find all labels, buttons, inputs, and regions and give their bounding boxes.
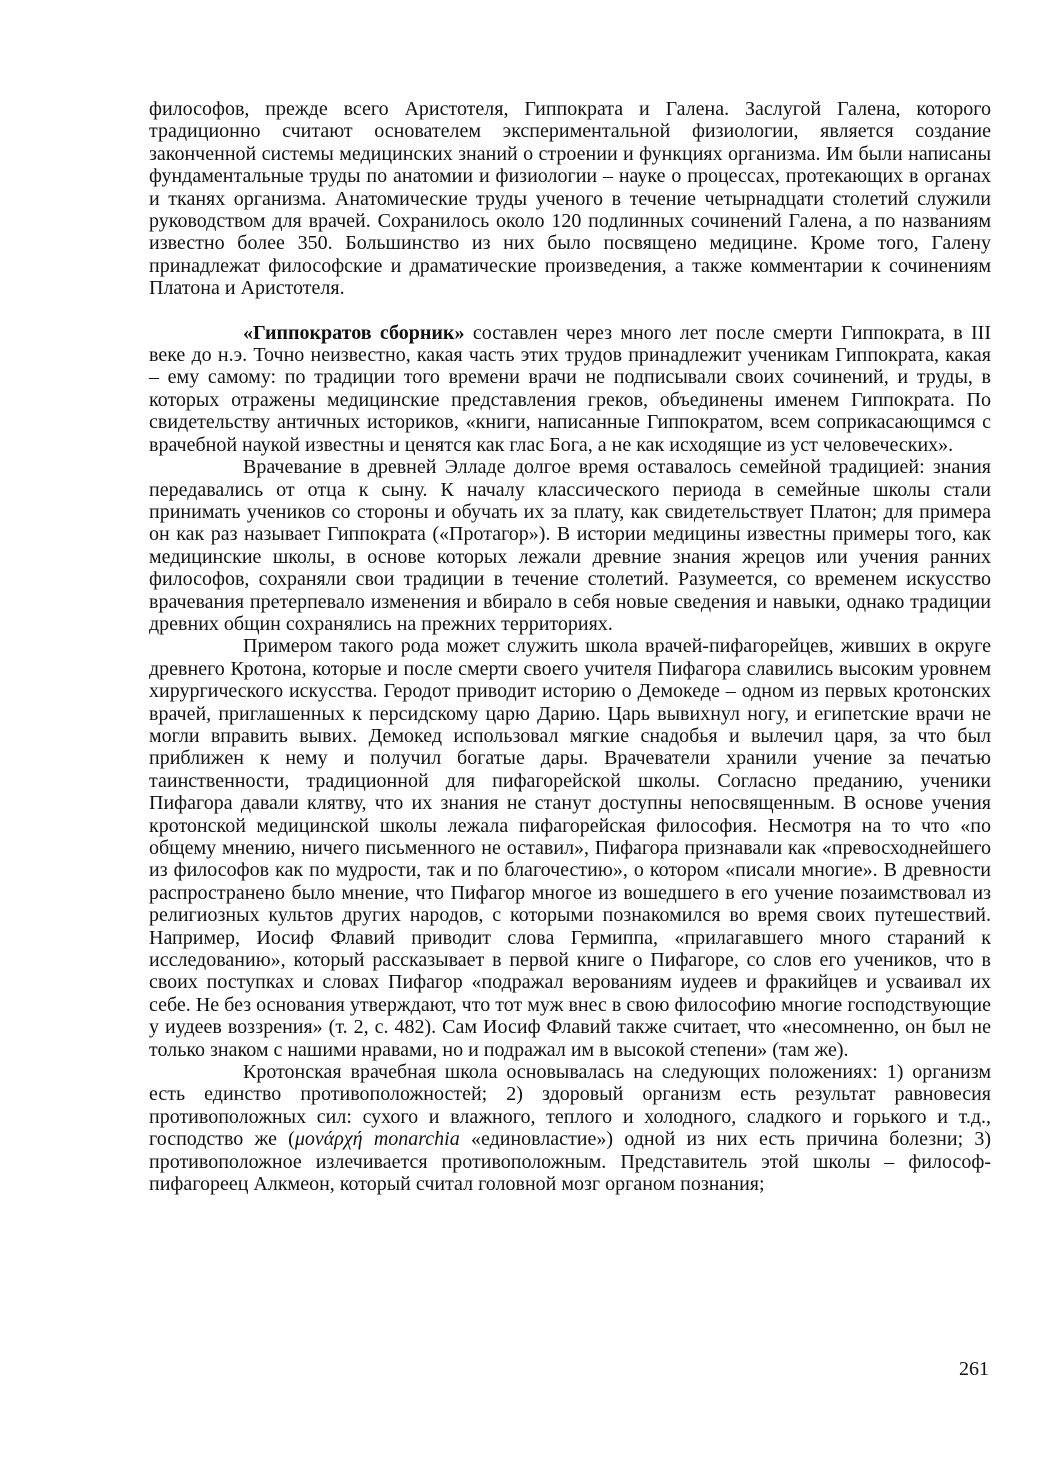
paragraph-galen: философов, прежде всего Аристотеля, Гиппократа и Галена. Заслугой Галена, которого традиционно считают основателем экспериментальной физиологии, является создание законченной системы медицинских знаний о строении и функциях организма. Им были написаны фундаментальные труды по анатомии и физиологии – науке о процессах, протекающих в органах и тканях организма. Анатомические труды ученого в течение четырнадцати столетий служили руководством для врачей. Сохранилось около 120 подлинных сочинений Галена, а по названиям известно более 350. Большинство из них было посвящено медицине. Кроме того, Галену принадлежат философские и драматические произведения, а также комментарии к сочинениям Платона и Аристотеля. — [149, 98, 991, 300]
bold-term-hippocratic-corpus: «Гиппократов сборник» — [243, 321, 465, 344]
greek-term: μονάρχή — [294, 1128, 363, 1151]
document-body — [149, 98, 991, 1196]
croton-text-part-1: Кротонская врачебная школа основывалась на следующих положениях: 1) организм есть единство противоположностей; 2) здоровый организм есть результат равновесия противоположных сил: сухого и влажного, теплого и холодного, сладкого и горького и т.д., господство же ( — [149, 1061, 991, 1151]
paragraph-hippocratic-corpus — [149, 322, 991, 456]
page-number: 261 — [959, 1358, 989, 1380]
paragraph-hippocratic-corpus-text: составлен через много лет после смерти Гиппократа, в III веке до н.э. Точно неизвестно, какая часть этих трудов принадлежит ученикам Гиппократа, какая – ему самому: по традиции того времени врачи не подписывали своих сочинений, и труды, в которых отражены медицинские представления греков, объединены именем Гиппократа. По свидетельству античных историков, «книги, написанные Гиппократом, всем соприкасающимся с врачебной наукой известны и ценятся как глас Бога, а не как исходящие из уст человеческих». — [149, 321, 991, 456]
croton-space — [363, 1128, 374, 1150]
latin-term-monarchia: monarchia — [373, 1128, 460, 1151]
paragraph-croton-school — [149, 1061, 991, 1195]
croton-text-part-2: «единовластие») одной из них есть причина болезни; 3) противоположное излечивается противоположным. Представитель этой школы – философ-пифагореец Алкмеон, который считал головной мозг органом познания; — [149, 1128, 991, 1196]
paragraph-pythagorean-school: Примером такого рода может служить школа врачей-пифагорейцев, живших в округе древнего Кротона, которые и после смерти своего учителя Пифагора славились высоким уровнем хирургического искусства. Геродот приводит историю о Демокеде – одном из первых кротонских врачей, приглашенных к персидскому царю Дарию. Царь вывихнул ногу, и египетские врачи не могли вправить вывих. Демокед использовал мягкие снадобья и вылечил царя, за что был приближен к нему и получил богатые дары. Врачеватели хранили учение за печатью таинственности, традиционной для пифагорейской школы. Согласно преданию, ученики Пифагора давали клятву, что их знания не станут доступны непосвященным. В основе учения кротонской медицинской школы лежала пифагорейская философия. Несмотря на то что «по общему мнению, ничего письменного не оставил», Пифагора признавали как «превосходнейшего из философов как по мудрости, так и по благочестию», о котором «писали многие». В древности распространено было мнение, что Пифагор многое из вошедшего в его учение позаимствовал из религиозных культов других народов, с которыми познакомился во время своих путешествий. Например, Иосиф Флавий приводит слова Гермиппа, «прилагавшего много стараний к исследованию», который рассказывает в первой книге о Пифагоре, со слов его учеников, что в своих поступках и словах Пифагор «подражал верованиям иудеев и фракийцев и усваивал их себе. Не без основания утверждают, что тот муж внес в свою философию многие господствующие у иудеев воззрения» (т. 2, с. 482). Сам Иосиф Флавий также считает, что «несомненно, он был не только знаком с нашими нравами, но и подражал им в высокой степени» (там же). — [149, 635, 991, 1061]
paragraph-family-tradition: Врачевание в древней Элладе долгое время оставалось семейной традицией: знания передавались от отца к сыну. К началу классического периода в семейные школы стали принимать учеников со стороны и обучать их за плату, как свидетельствует Платон; для примера он как раз называет Гиппократа («Протагор»). В истории медицины известны примеры того, как медицинские школы, в основе которых лежали древние знания жрецов или учения ранних философов, сохраняли свои традиции в течение столетий. Разумеется, со временем искусство врачевания претерпевало изменения и вбирало в себя новые сведения и навыки, однако традиции древних общин сохранялись на прежних территориях. — [149, 456, 991, 635]
